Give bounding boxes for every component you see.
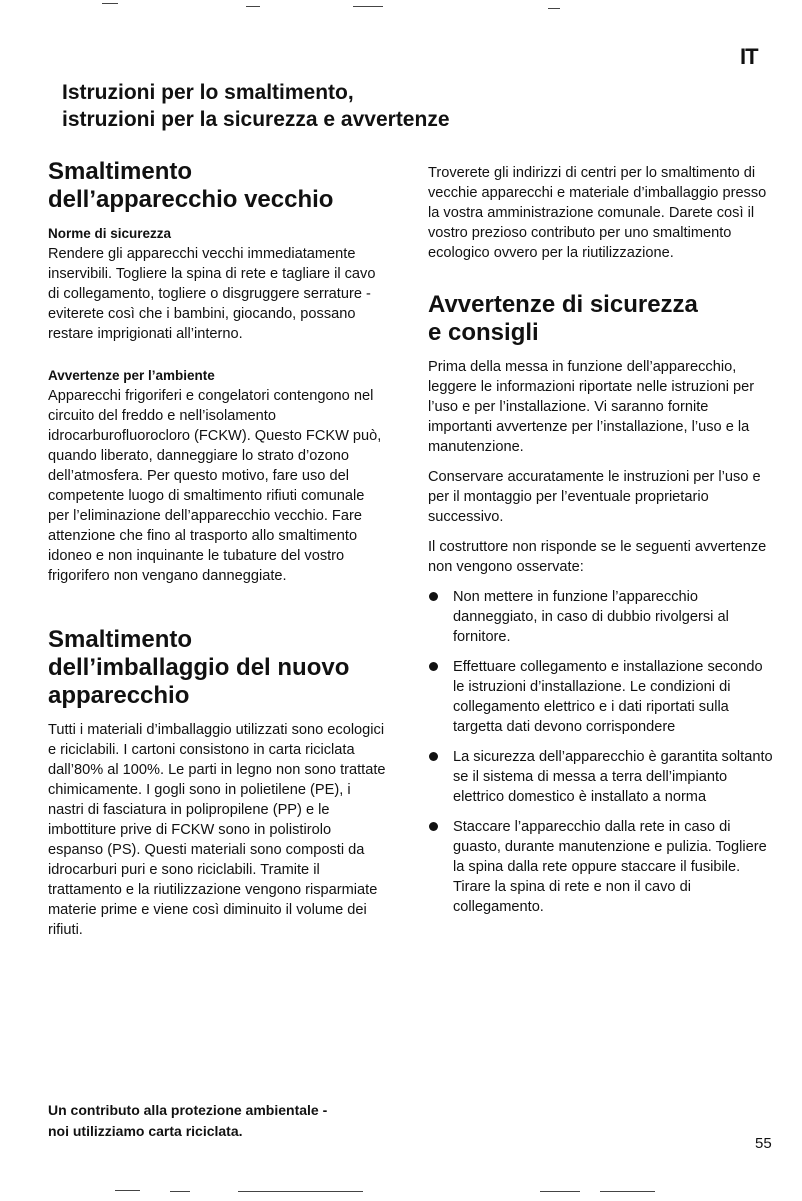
section-safety-advice [428,291,773,917]
section-heading [428,291,773,347]
scan-mark-top [353,6,383,7]
list-item-text: Non mettere in funzione l’apparecchio danneggiato, in caso di dubbio rivolgersi al fornitore. [453,589,729,645]
page-title-line: Istruzioni per lo smaltimento, [62,81,354,104]
list-item [428,817,773,917]
language-tag: IT [740,44,758,69]
subheading-safety-rules: Norme di sicurezza [48,226,172,241]
footer-note-line: noi utilizziamo carta riciclata. [48,1123,243,1139]
heading-line: dell’imballaggio del nuovo [48,654,350,681]
paragraph: Troverete gli indirizzi di centri per lo smaltimento di vecchie apparecchi e materiale d’imballaggio presso la vostra amministrazione comunale. Darete così il vostro prezioso contributo per uno smaltimento ecologico ovvero per la riutilizzazione. [428,165,767,261]
paragraph: Il costruttore non risponde se le seguenti avvertenze non vengono osservate: [428,539,767,575]
right-column [428,163,773,927]
paragraph: Apparecchi frigoriferi e congelatori contengono nel circuito del freddo e nell’isolamento idrocarburofluorocloro (FCKW). Questo FCKW può, quando liberato, danneggiare lo strato d’ozono dell’atmosfera. Per questo motivo, fare uso del competente luogo di smaltimento rifiuti comunale per l’eliminazione dell’apparecchio vecchio. Fare attenzione che fino al trasporto allo smaltimento idoneo e non inquinante le tubature del vostro frigorifero non vengano danneggiate. [48,388,382,584]
safety-list [428,587,773,917]
section-heading [48,626,388,710]
list-item [428,587,773,647]
section-disposal-packaging [48,626,388,940]
scan-mark-bottom [600,1191,655,1192]
scan-mark-bottom [170,1191,190,1192]
paragraph: Rendere gli apparecchi vecchi immediatamente inservibili. Togliere la spina di rete e tagliare il cavo di collegamento, togliere o disgruggere serrature - eviterete così che i bambini, giocando, possano restare imprigionati all’interno. [48,246,376,342]
page-title [62,79,662,133]
subheading-environment: Avvertenze per l’ambiente [48,368,215,383]
heading-line: dell’apparecchio vecchio [48,186,334,213]
scan-mark-top [548,8,560,9]
scan-mark-top [246,6,260,7]
paragraph: Tutti i materiali d’imballaggio utilizzati sono ecologici e riciclabili. I cartoni consistono in carta riciclata dall’80% al 100%. Le parti in legno non sono trattate chimicamente. I gogli sono in polietilene (PE), i nastri di fasciatura in polipropilene (PP) e le imbottiture prive di FCKW sono in polistirolo espanso (PS). Questi materiali sono composti da idrocarburi puri e sono riciclabili. Tramite il trattamento e la riutilizzazione vengono risparmiate materie prime e viene così diminuito il volume dei rifiuti. [48,722,386,938]
scan-mark-bottom [540,1191,580,1192]
list-item-text: La sicurezza dell’apparecchio è garantita soltanto se il sistema di messa a terra dell’impianto elettrico domestico è installato a norma [453,749,773,805]
paragraph: Prima della messa in funzione dell’apparecchio, leggere le informazioni riportate nelle istruzioni per l’uso e per l’installazione. Vi saranno fornite importanti avvertenze per l’installazione, l’uso e la manutenzione. [428,359,755,455]
scan-mark-bottom [115,1190,140,1191]
bullet-icon [429,662,438,671]
page-title-line: istruzioni per la sicurezza e avvertenze [62,108,450,131]
heading-line: Smaltimento [48,626,193,653]
heading-line: e consigli [428,319,539,346]
scan-mark-top [102,3,118,4]
list-item [428,747,773,807]
section-disposal-old-appliance [48,158,388,586]
heading-line: apparecchio [48,682,190,709]
paragraph: Conservare accuratamente le instruzioni per l’uso e per il montaggio per l’eventuale proprietario successivo. [428,469,761,525]
bullet-icon [429,592,438,601]
scan-mark-bottom [238,1191,363,1192]
page-number: 55 [755,1135,772,1152]
heading-line: Smaltimento [48,158,193,185]
bullet-icon [429,752,438,761]
heading-line: Avvertenze di sicurezza [428,291,698,318]
list-item [428,657,773,737]
left-column [48,158,388,940]
list-item-text: Staccare l’apparecchio dalla rete in caso di guasto, durante manutenzione e pulizia. Togliere la spina dalla rete oppure staccare il fusibile. Tirare la spina di rete e non il cavo di collegamento. [453,819,767,915]
bullet-icon [429,822,438,831]
footer-note [48,1100,408,1142]
section-heading [48,158,388,214]
list-item-text: Effettuare collegamento e installazione secondo le istruzioni d’installazione. Le condizioni di collegamento elettrico e i dati riportati sulla targetta dati devono corrispondere [453,659,763,735]
footer-note-line: Un contributo alla protezione ambientale - [48,1102,328,1118]
